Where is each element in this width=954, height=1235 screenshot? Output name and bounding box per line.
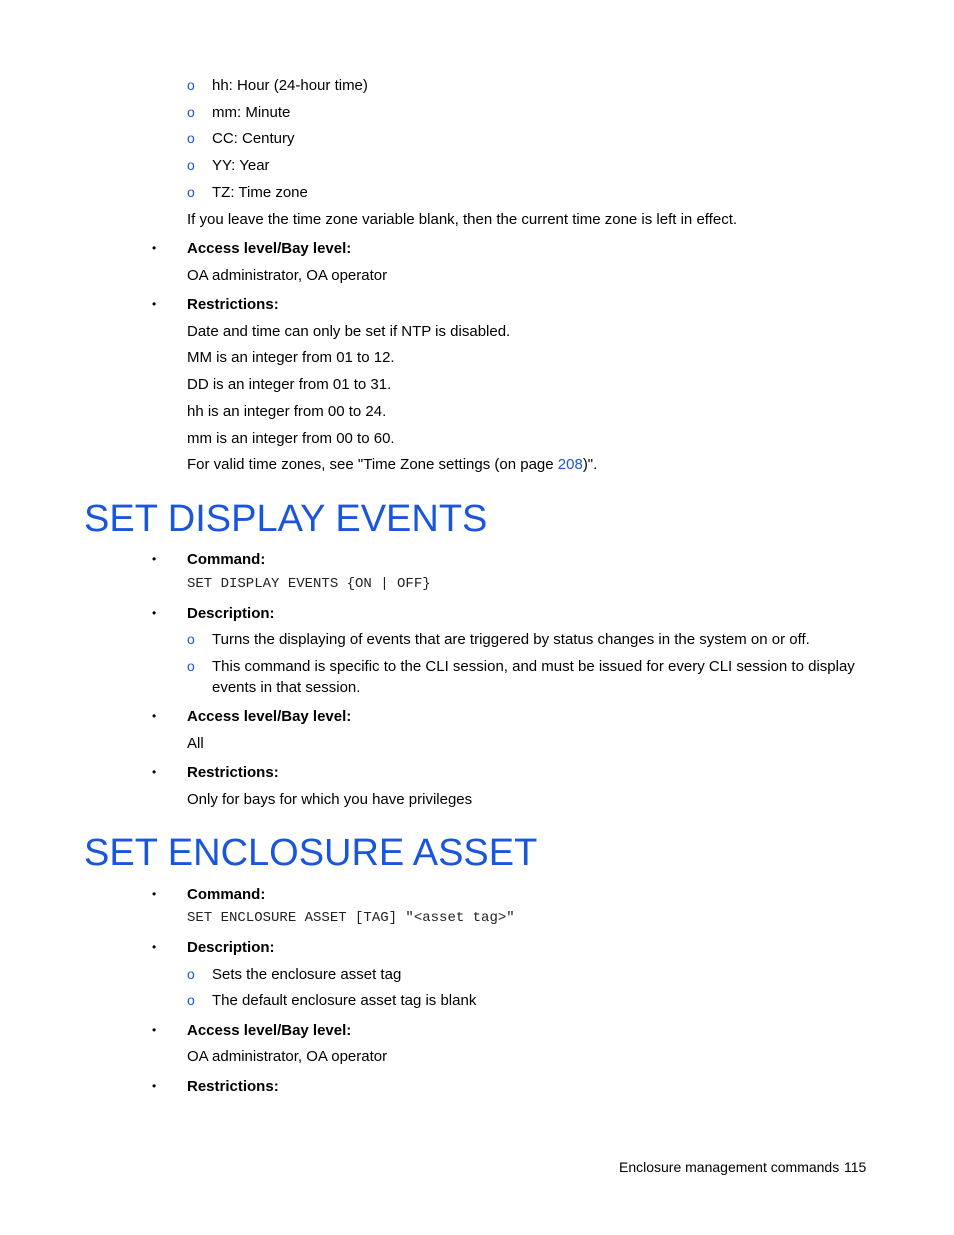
sub-bullet: o: [187, 992, 195, 1008]
list-item: hh: Hour (24-hour time): [212, 77, 368, 94]
restriction-line: MM is an integer from 01 to 12.: [187, 349, 395, 366]
bullet: •: [152, 606, 157, 620]
section-heading-set-enclosure-asset: SET ENCLOSURE ASSET: [84, 832, 538, 874]
section-heading-set-display-events: SET DISPLAY EVENTS: [84, 498, 488, 540]
bullet: •: [152, 297, 157, 311]
description-item: The default enclosure asset tag is blank: [212, 992, 477, 1009]
restrictions-label: Restrictions:: [187, 764, 279, 781]
footer-page-number: 115: [844, 1159, 867, 1175]
restrictions-label: Restrictions:: [187, 1078, 279, 1095]
sub-bullet: o: [187, 658, 195, 674]
description-item-continued: events in that session.: [212, 679, 361, 696]
bullet: •: [152, 552, 157, 566]
command-label: Command:: [187, 886, 266, 903]
time-zone-reference-prefix: For valid time zones, see "Time Zone settings (on page: [187, 456, 558, 473]
footer-section-title: Enclosure management commands: [619, 1159, 840, 1175]
description-label: Description:: [187, 605, 275, 622]
restriction-line: DD is an integer from 01 to 31.: [187, 376, 392, 393]
access-level-value: All: [187, 735, 204, 752]
bullet: •: [152, 1079, 157, 1093]
description-item: This command is specific to the CLI session, and must be issued for every CLI session to display: [212, 658, 855, 675]
sub-bullet: o: [187, 130, 195, 146]
restrictions-value: Only for bays for which you have privileges: [187, 791, 473, 808]
restriction-line: Date and time can only be set if NTP is disabled.: [187, 323, 511, 340]
time-zone-note: If you leave the time zone variable blank, then the current time zone is left in effect.: [187, 211, 738, 228]
bullet: •: [152, 709, 157, 723]
description-label: Description:: [187, 939, 275, 956]
sub-bullet: o: [187, 631, 195, 647]
bullet: •: [152, 887, 157, 901]
bullet: •: [152, 1023, 157, 1037]
sub-bullet: o: [187, 157, 195, 173]
sub-bullet: o: [187, 104, 195, 120]
command-syntax: SET ENCLOSURE ASSET [TAG] "<asset tag>": [187, 910, 515, 926]
restriction-line: hh is an integer from 00 to 24.: [187, 403, 387, 420]
sub-bullet: o: [187, 184, 195, 200]
list-item: CC: Century: [212, 130, 295, 147]
bullet: •: [152, 241, 157, 255]
access-level-label: Access level/Bay level:: [187, 708, 352, 725]
access-level-value: OA administrator, OA operator: [187, 267, 388, 284]
time-zone-reference: [187, 454, 597, 475]
restrictions-label: Restrictions:: [187, 296, 279, 313]
bullet: •: [152, 765, 157, 779]
access-level-label: Access level/Bay level:: [187, 240, 352, 257]
access-level-value: OA administrator, OA operator: [187, 1048, 388, 1065]
page-link-208[interactable]: 208: [557, 456, 583, 473]
time-zone-reference-suffix: )".: [582, 456, 598, 473]
description-item: Sets the enclosure asset tag: [212, 966, 402, 983]
restriction-line: mm is an integer from 00 to 60.: [187, 430, 395, 447]
sub-bullet: o: [187, 77, 195, 93]
list-item: TZ: Time zone: [212, 184, 308, 201]
bullet: •: [152, 940, 157, 954]
command-syntax: SET DISPLAY EVENTS {ON | OFF}: [187, 576, 431, 592]
command-label: Command:: [187, 551, 266, 568]
list-item: mm: Minute: [212, 104, 291, 121]
sub-bullet: o: [187, 966, 195, 982]
description-item: Turns the displaying of events that are triggered by status changes in the system on or off.: [212, 631, 810, 648]
access-level-label: Access level/Bay level:: [187, 1022, 352, 1039]
list-item: YY: Year: [212, 157, 270, 174]
